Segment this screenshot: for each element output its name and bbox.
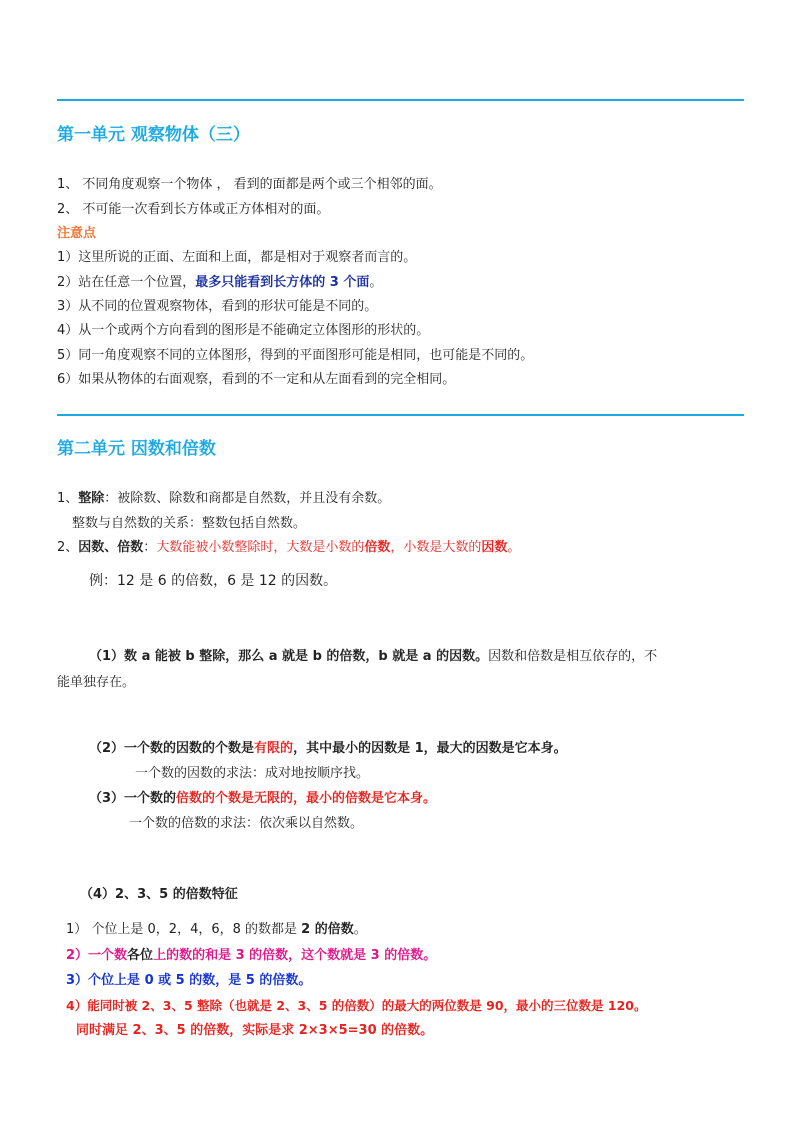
statement-2-finite: 有限的 [254,741,294,756]
definition-1 [57,490,390,508]
note-5: 5）同一角度观察不同的立体图形，得到的平面图形可能是相同，也可能是不同的。 [57,348,534,363]
note-6: 6）如果从物体的右面观察，看到的不一定和从左面看到的完全相同。 [57,372,456,387]
statement-2 [89,740,567,758]
definition-2-colon: ： [143,540,157,555]
feature-2-c: 上的数的和是 3 的倍数，这个数就是 3 的倍数。 [153,948,437,963]
definition-2-end: 。 [507,540,521,555]
note-2-end: 。 [369,275,383,290]
unit2-title: 第二单元 因数和倍数 [57,439,216,459]
unit2-top-rule [57,414,744,416]
feature-5: 同时满足 2、3、5 的倍数，实际是求 2×3×5=30 的倍数。 [76,1023,434,1038]
feature-4: 4）能同时被 2、3、5 整除（也就是 2、3、5 的倍数）的最大的两位数是 90，最小的三位数是 120。 [66,998,647,1013]
definition-2 [57,539,520,557]
feature-2-b: 各位 [127,948,154,963]
example-line: 例：12 是 6 的倍数，6 是 12 的因数。 [89,573,338,589]
note-2-lead: 2）站在任意一个位置， [57,275,196,290]
statement-2-a: （2）一个数的因数的个数是 [89,741,255,756]
statement-1-continued: 能单独存在。 [57,675,136,690]
statement-4-title: （4）2、3、5 的倍数特征 [80,887,238,902]
statement-3-a: （3）一个数的 [89,791,177,806]
feature-2 [66,947,436,965]
unit1-point-2: 2、 不可能一次看到长方体或正方体相对的面。 [57,202,330,217]
statement-1 [89,648,657,666]
feature-1-a: 1） 个位上是 0，2，4，6，8 的数都是 [66,922,302,937]
feature-1-b: 2 的倍数 [301,922,354,937]
unit1-top-rule [57,99,744,101]
definition-1-number: 1、 [57,491,79,506]
statement-1-rest: 因数和倍数是相互依存的，不 [488,649,658,664]
statement-1-bold: （1）数 a 能被 b 整除，那么 a 就是 b 的倍数，b 就是 a 的因数。 [89,649,489,664]
definition-1-term: 整除 [78,491,105,506]
definition-2-factor: 因数 [481,540,508,555]
note-2 [57,274,382,292]
note-4: 4）从一个或两个方向看到的图形是不能确定立体图形的形状的。 [57,323,430,338]
definition-1-text: ：被除数、除数和商都是自然数，并且没有余数。 [104,491,391,506]
note-1: 1）这里所说的正面、左面和上面，都是相对于观察者而言的。 [57,250,417,265]
feature-2-a: 2）一个数 [66,948,128,963]
note-3: 3）从不同的位置观察物体，看到的形状可能是不同的。 [57,299,378,314]
definition-2-text-a: 大数能被小数整除时，大数是小数的 [156,540,365,555]
definition-1-sub: 整数与自然数的关系：整数包括自然数。 [72,516,307,531]
statement-3 [89,790,436,808]
unit1-point-1: 1、 不同角度观察一个物体 ， 看到的面都是两个或三个相邻的面。 [57,177,442,192]
statement-3-sub: 一个数的倍数的求法：依次乘以自然数。 [129,816,364,831]
feature-1-c: 。 [353,922,367,937]
unit1-title: 第一单元 观察物体（三） [57,125,250,145]
feature-3: 3）个位上是 0 或 5 的数，是 5 的倍数。 [66,973,312,988]
notes-heading: 注意点 [57,226,97,241]
definition-2-text-c: ，小数是大数的 [390,540,482,555]
definition-2-term: 因数、倍数 [78,540,144,555]
definition-2-number: 2、 [57,540,79,555]
statement-2-c: ，其中最小的因数是 1，最大的因数是它本身。 [293,741,567,756]
feature-1 [66,921,367,939]
note-2-emphasis: 最多只能看到长方体的 3 个面 [195,275,370,290]
definition-2-multiple: 倍数 [364,540,391,555]
statement-3-infinite: 倍数的个数是无限的，最小的倍数是它本身。 [176,791,437,806]
statement-2-sub: 一个数的因数的求法：成对地按顺序找。 [135,766,370,781]
